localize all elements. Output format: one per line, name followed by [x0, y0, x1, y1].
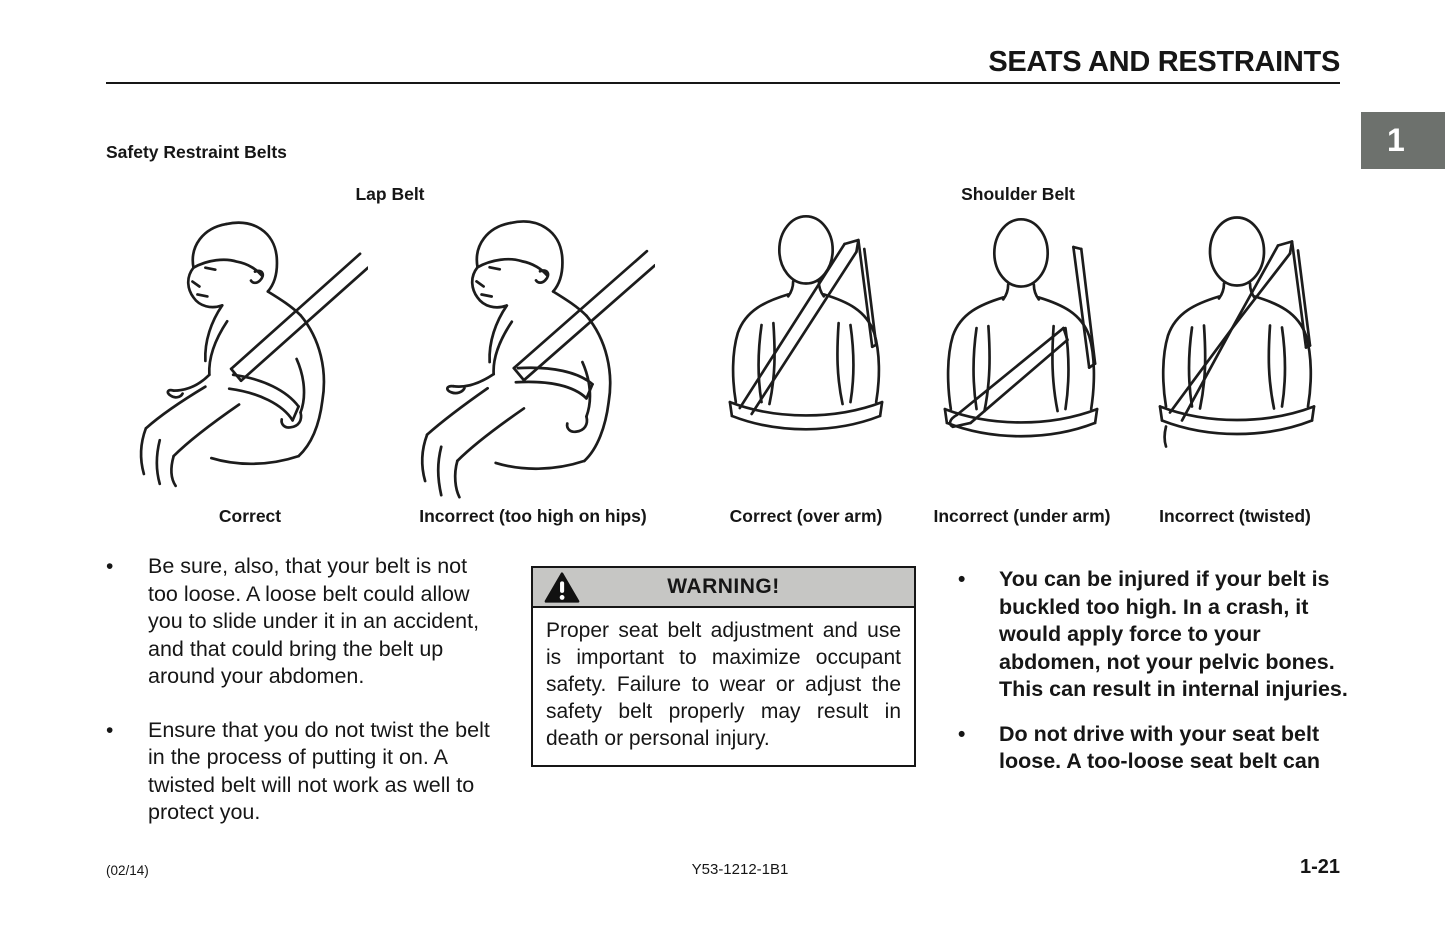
figure-caption-under-arm: Incorrect (under arm) [933, 506, 1111, 526]
shoulder-belt-under-arm-figure [937, 208, 1105, 458]
warning-box [531, 566, 916, 767]
torso-belt-under-arm-icon [937, 208, 1105, 458]
shoulder-belt-group-label: Shoulder Belt [961, 184, 1075, 204]
bullet-icon: • [958, 722, 966, 746]
figure-caption-over-arm: Correct (over arm) [729, 506, 883, 526]
figure-caption-too-high: Incorrect (too high on hips) [419, 506, 647, 526]
list-item [958, 721, 1350, 776]
left-bullet-list [106, 553, 502, 827]
figure-caption-twisted: Incorrect (twisted) [1159, 506, 1311, 526]
seated-child-correct-belt-icon [130, 210, 368, 488]
warning-title: WARNING! [667, 575, 780, 598]
chapter-tab [1361, 112, 1445, 169]
lap-belt-incorrect-figure [413, 208, 655, 502]
chapter-tab-number: 1 [1387, 122, 1405, 158]
lap-belt-correct-figure [130, 210, 368, 488]
bullet-icon: • [106, 718, 114, 742]
warning-body-text: Proper seat belt adjustment and use is important to maximize occupant safety. Failure to wear or adjust the safety belt properly may result in death or personal injury. [546, 619, 901, 750]
torso-belt-twisted-icon [1152, 206, 1322, 456]
bullet-text: You can be injured if your belt is buckled too high. In a crash, it would apply force to your abdomen, not your pelvic bones. This can result in internal injuries. [999, 567, 1348, 701]
bullet-icon: • [106, 555, 114, 578]
shoulder-belt-over-arm-figure [722, 208, 890, 446]
footer-page-number: 1-21 [1299, 856, 1340, 878]
page-title: SEATS AND RESTRAINTS [988, 46, 1340, 78]
lap-belt-group-label: Lap Belt [355, 184, 425, 204]
warning-triangle-icon [544, 572, 580, 604]
list-item [958, 566, 1350, 704]
warning-box-header [533, 568, 914, 608]
bullet-text: Be sure, also, that your belt is not too loose. A loose belt could allow you to slide under it in an accident, and that could bring the belt up around your abdomen. [148, 554, 480, 688]
torso-belt-over-arm-icon [722, 208, 890, 446]
bullet-text: Ensure that you do not twist the belt in the process of putting it on. A twisted belt will not work as well to protect you. [148, 717, 490, 824]
list-item [106, 553, 502, 691]
section-heading: Safety Restraint Belts [106, 142, 287, 162]
shoulder-belt-twisted-figure [1152, 206, 1322, 456]
bullet-icon: • [958, 568, 966, 591]
bullet-text: Do not drive with your seat belt loose. A too-loose seat belt can [999, 721, 1320, 773]
figure-caption-correct: Correct [218, 506, 282, 526]
footer-part-number: Y53-1212-1B1 [691, 861, 789, 878]
seated-child-high-belt-icon [413, 208, 655, 502]
right-bullet-list [958, 566, 1350, 776]
list-item [106, 717, 502, 827]
header-rule [106, 82, 1340, 84]
footer-revision-date: (02/14) [106, 863, 149, 878]
